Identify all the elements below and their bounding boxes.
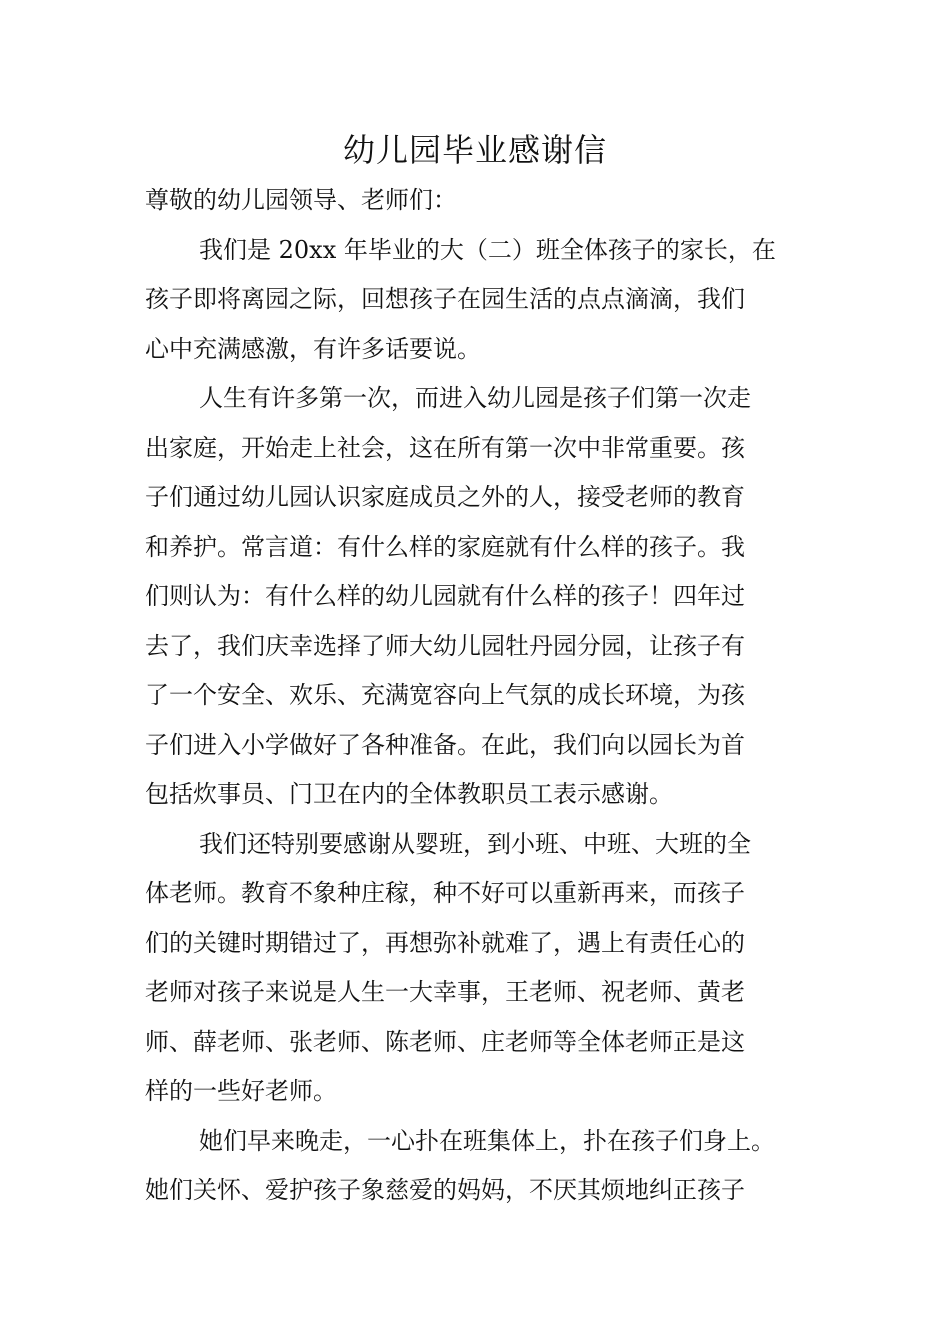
text-line: 包括炊事员、门卫在内的全体教职员工表示感谢。: [145, 780, 673, 808]
text-line: 她们早来晚走，一心扑在班集体上，扑在孩子们身上。: [199, 1126, 775, 1155]
text-line: 子们进入小学做好了各种准备。在此，我们向以园长为首: [145, 730, 745, 759]
text-line: 人生有许多第一次，而进入幼儿园是孩子们第一次走: [199, 384, 751, 412]
text-line: 体老师。教育不象种庄稼，种不好可以重新再来，而孩子: [145, 879, 745, 907]
text-line: 了一个安全、欢乐、充满宽容向上气氛的成长环境，为孩: [145, 681, 745, 709]
text-line: 出家庭，开始走上社会，这在所有第一次中非常重要。孩: [145, 433, 745, 462]
text-line: 我们还特别要感谢从婴班，到小班、中班、大班的全: [199, 829, 751, 858]
document-title: 幼儿园毕业感谢信: [342, 131, 607, 169]
text-line: 样的一些好老师。: [145, 1077, 337, 1105]
text-line: 心中充满感激，有许多话要说。: [145, 334, 481, 363]
text-line: 师、薛老师、张老师、陈老师、庄老师等全体老师正是这: [145, 1027, 745, 1056]
text-line: 去了，我们庆幸选择了师大幼儿园牡丹园分园，让孩子有: [145, 631, 745, 660]
text-line: 尊敬的幼儿园领导、老师们：: [145, 186, 457, 214]
text-line: 我们是 20xx 年毕业的大（二）班全体孩子的家长，在: [199, 235, 776, 264]
text-line: 子们通过幼儿园认识家庭成员之外的人，接受老师的教育: [145, 483, 745, 511]
text-line: 们则认为：有什么样的幼儿园就有什么样的孩子！四年过: [145, 582, 745, 610]
document-body: [145, 176, 815, 1216]
text-line: 和养护。常言道：有什么样的家庭就有什么样的孩子。我: [145, 532, 745, 561]
text-line: 们的关键时期错过了，再想弥补就难了，遇上有责任心的: [145, 928, 745, 957]
text-line: 孩子即将离园之际，回想孩子在园生活的点点滴滴，我们: [145, 285, 745, 313]
text-line: 老师对孩子来说是人生一大幸事，王老师、祝老师、黄老: [145, 978, 745, 1006]
text-line: 她们关怀、爱护孩子象慈爱的妈妈，不厌其烦地纠正孩子: [145, 1176, 745, 1204]
